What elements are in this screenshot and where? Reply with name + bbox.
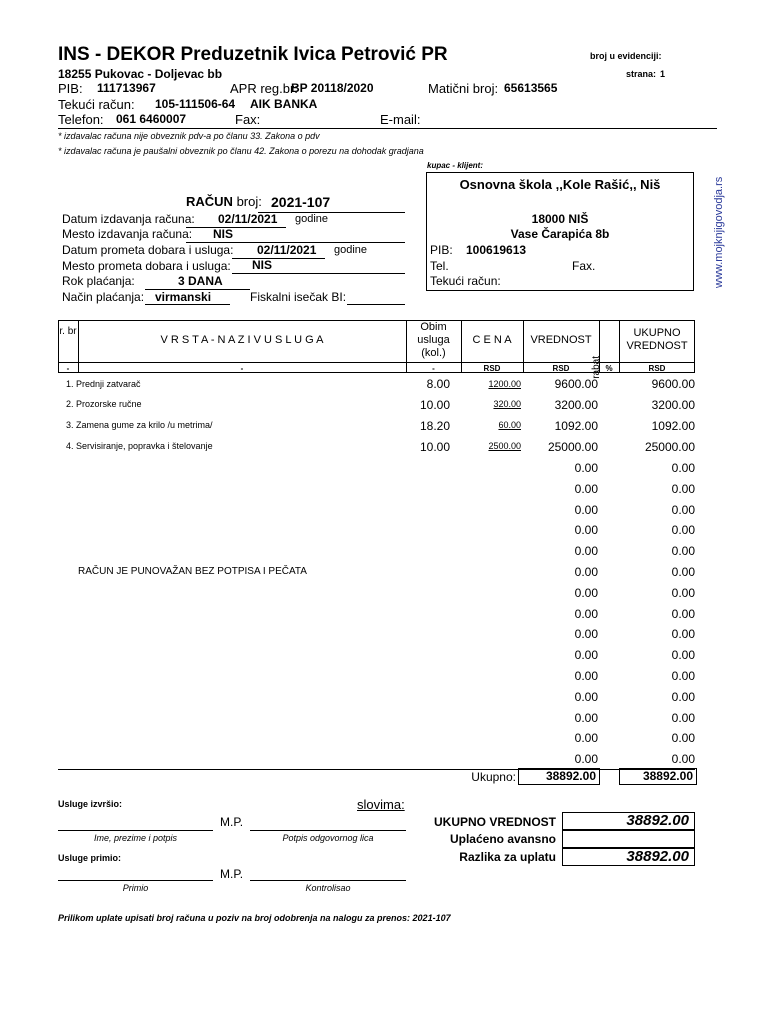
sum-total: 38892.00 [642,769,693,783]
empty-total: 0.00 [671,752,695,767]
empty-value: 0.00 [574,481,598,496]
item-name: 1. Prednji zatvarač [66,379,141,389]
issue-place: NIS [213,227,234,241]
watermark-link[interactable]: www.mojknjigovodja.rs [713,176,725,288]
issue-place-label: Mesto izdavanja računa: [62,227,193,241]
page-label: strana: [626,69,657,79]
seller-bank: AIK BANKA [250,97,318,111]
empty-total: 0.00 [671,606,695,621]
invoice-title: RAČUN [186,194,233,209]
controlled-label: Kontrolisao [305,883,351,893]
page-number: 1 [660,69,666,79]
invoice-number-label: broj: [236,194,262,209]
seller-mb: 65613565 [504,81,558,95]
seller-account-label: Tekući račun: [58,97,135,112]
buyer-fax-label: Fax. [572,259,596,273]
trade-date: 02/11/2021 [257,243,317,257]
trade-date-label: Datum prometa dobara i usluga: [62,243,234,257]
empty-value: 0.00 [574,627,598,642]
buyer-pib: 100619613 [466,243,527,257]
item-price: 2500.00 [488,441,521,451]
evidence-label: broj u evidenciji: [590,51,662,61]
empty-total: 0.00 [671,669,695,683]
due-label: Rok plaćanja: [62,274,135,288]
header-total: UKUPNO VREDNOST [626,327,688,352]
header-divider [58,128,717,129]
empty-total: 0.00 [671,544,695,559]
empty-total: 0.00 [671,627,695,642]
empty-value: 0.00 [574,689,598,704]
empty-total: 0.00 [671,710,695,725]
note-pdv: * izdavalac računa nije obveznik pdv-a po članu 33. Zakona o pdv [58,131,320,141]
mp-stamp-1: M.P. [220,815,244,829]
diff-value: 38892.00 [626,848,689,865]
unit-price: RSD [483,364,501,373]
buyer-city: 18000 NIŠ [531,212,589,226]
slovima-label: slovima: [357,797,405,812]
empty-value: 0.00 [574,648,598,663]
header-rbr: r. br [59,326,77,337]
unit-value: RSD [552,364,570,373]
empty-value: 0.00 [574,731,598,746]
issue-date-label: Datum izdavanja računa: [62,212,195,226]
empty-value: 0.00 [574,669,598,683]
received-by-label: Usluge primio: [58,853,122,863]
empty-total: 0.00 [671,461,695,475]
seller-phone-label: Telefon: [58,112,104,127]
invoice-heading [186,194,262,209]
name-signature-label: Ime, prezime i potpis [93,833,178,843]
item-qty: 10.00 [419,398,450,412]
item-value: 3200.00 [554,398,598,412]
note-pausal: * izdavalac računa je paušalni obveznik po članu 42. Zakona o porezu na dohodak gradjana [58,146,424,156]
empty-total: 0.00 [671,565,695,579]
seller-address: 18255 Pukovac - Doljevac bb [58,67,223,81]
done-by-label: Usluge izvršio: [58,799,123,809]
item-price: 1200.00 [488,379,521,389]
seller-apr-label: APR reg.br: [230,81,298,96]
buyer-label: kupac - klijent: [427,161,484,170]
seller-name: INS - DEKOR Preduzetnik Ivica Petrović PR [58,44,448,65]
buyer-tel-label: Tel. [430,259,449,273]
item-total: 9600.00 [651,377,695,391]
buyer-name: Osnovna škola ,,Kole Rašić,, Niš [459,177,661,192]
buyer-pib-label: PIB: [430,243,453,257]
item-qty: 18.20 [419,419,450,433]
fiscal-label: Fiskalni isečak BI: [250,290,347,304]
empty-value: 0.00 [574,544,598,559]
grand-total-label: UKUPNO VREDNOST [433,815,556,829]
item-value: 9600.00 [554,377,598,391]
invoice-number: 2021-107 [271,194,331,210]
empty-total: 0.00 [671,731,695,746]
empty-total: 0.00 [671,585,695,600]
method-value: virmanski [155,290,212,304]
unit-qty: - [432,364,435,373]
empty-value: 0.00 [574,752,598,767]
grand-total-value: 38892.00 [626,812,689,829]
item-name: 3. Zamena gume za krilo /u metrima/ [66,420,213,430]
item-total: 1092.00 [651,419,695,433]
received-label: Primio [122,883,149,893]
unit-total: RSD [648,364,666,373]
sum-value: 38892.00 [545,769,596,783]
issue-date: 02/11/2021 [218,212,278,226]
empty-total: 0.00 [671,481,695,496]
header-qty: Obim usluga (kol.) [417,321,450,359]
seller-fax-label: Fax: [235,112,261,127]
item-total: 25000.00 [644,440,695,454]
item-name: 4. Servisiranje, popravka i štelovanje [66,441,213,451]
item-price: 320.00 [493,399,521,409]
sum-label: Ukupno: [471,770,516,784]
empty-value: 0.00 [574,710,598,725]
item-qty: 10.00 [419,440,450,454]
header-price: C E N A [472,334,512,346]
payment-note: Prilikom uplate upisati broj računa u poziv na broj odobrenja na nalogu za prenos: 2021-107 [58,913,451,923]
item-qty: 8.00 [426,377,450,391]
empty-value: 0.00 [574,502,598,517]
empty-value: 0.00 [574,585,598,600]
issue-date-suffix: godine [295,213,329,225]
item-value: 1092.00 [554,419,598,433]
seller-account: 105-111506-64 [155,97,236,111]
method-label: Način plaćanja: [62,290,145,304]
item-price: 60.00 [498,420,521,430]
stamp-note: RAČUN JE PUNOVAŽAN BEZ POTPISA I PEČATA [78,566,307,577]
unit-rabat: % [605,364,613,373]
header-value: VREDNOST [530,334,592,346]
trade-date-suffix: godine [334,244,368,256]
empty-total: 0.00 [671,502,695,517]
item-value: 25000.00 [547,440,598,454]
header-name: V R S T A - N A Z I V U S L U G A [160,334,324,346]
responsible-signature-label: Potpis odgovornog lica [282,833,374,843]
due-value: 3 DANA [178,274,223,288]
seller-mb-label: Matični broj: [428,81,499,96]
empty-total: 0.00 [671,689,695,704]
mp-stamp-2: M.P. [220,867,244,881]
buyer-street: Vase Čarapića 8b [510,227,610,241]
unit-rbr: - [66,364,70,373]
diff-label: Razlika za uplatu [459,850,556,864]
empty-value: 0.00 [574,606,598,621]
item-name: 2. Prozorske ručne [66,399,142,409]
header-rabat: rabat [591,356,602,379]
seller-apr: BP 20118/2020 [291,81,374,95]
advance-label: Uplaćeno avansno [449,832,556,846]
seller-phone: 061 6460007 [116,112,187,126]
advance-value-box [562,830,695,848]
buyer-account-label: Tekući račun: [430,274,501,288]
empty-value: 0.00 [574,565,598,579]
empty-total: 0.00 [671,648,695,663]
seller-email-label: E-mail: [380,112,421,127]
trade-place-label: Mesto prometa dobara i usluga: [62,259,231,273]
trade-place: NIS [252,258,273,272]
empty-value: 0.00 [574,523,598,538]
empty-value: 0.00 [574,461,598,475]
item-total: 3200.00 [651,398,695,412]
empty-total: 0.00 [671,523,695,538]
unit-name: - [240,364,244,373]
seller-pib: 111713967 [97,81,156,95]
seller-pib-label: PIB: [58,81,83,96]
